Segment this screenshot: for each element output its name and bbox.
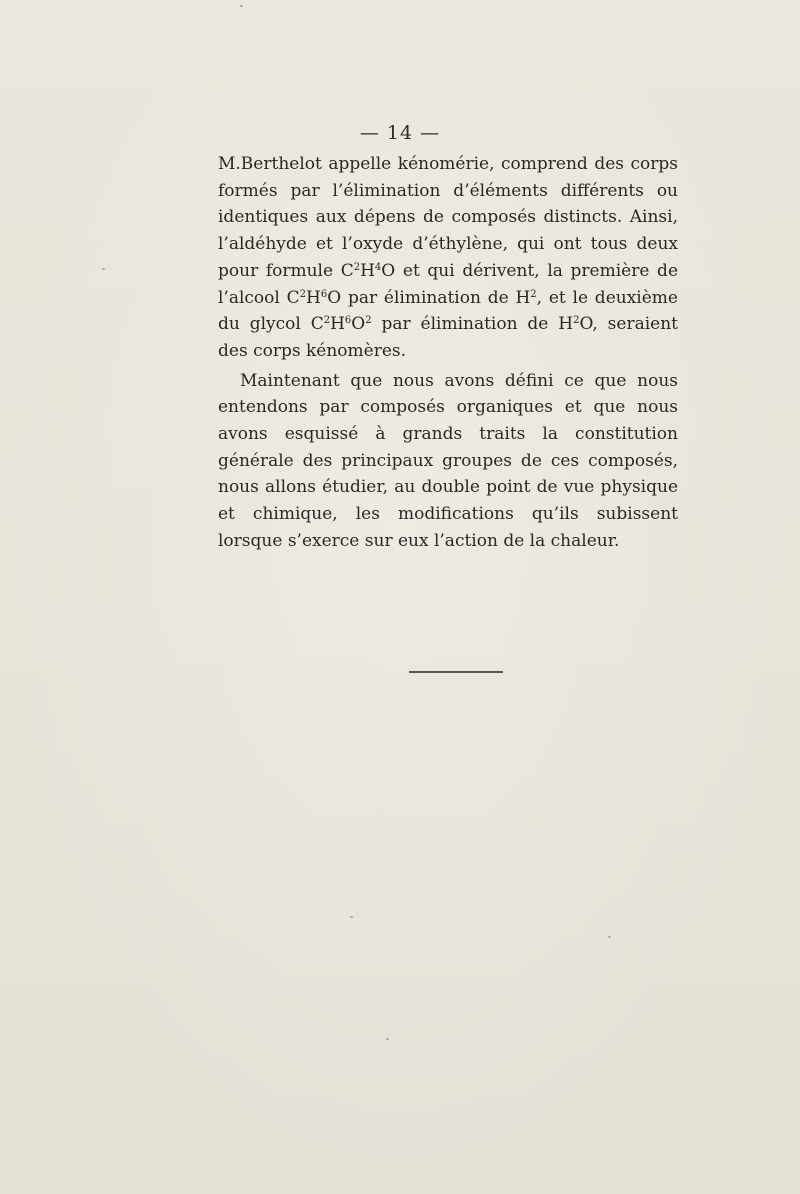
page-number: — 14 — — [359, 122, 441, 144]
paper-speck — [102, 268, 105, 270]
paper-speck — [608, 936, 611, 938]
body-text — [218, 151, 678, 555]
paper-speck — [350, 916, 353, 918]
paper-speck — [386, 1038, 389, 1040]
paragraph-conclusion: Maintenant que nous avons défini ce que nous entendons par composés organiques et que nous avons esquissé à grands traits la constitution générale des principaux groupes de ces composés, nous allons étudier, au double point de vue physique et chimique, les modifications qu’ils subissent lorsque s’exerce sur eux l’action de la chaleur. — [218, 370, 678, 551]
paragraph-kenomerie: M.Berthelot appelle kénomérie, comprend des corps formés par l’élimination d’éléments différents ou identiques aux dépens de composés distincts. Ainsi, l’aldéhyde et l’oxyde d’éthylène, qui ont tous deux pour formule $C^2H^4O$ et qui dérivent, la première de l’alcool $C^2H^6O$ par élimination de $H^2$, et le deuxième du glycol $C^2H^6O^2$ par élimination de $H^2O$, seraient des corps kénomères. — [218, 154, 679, 361]
paper-speck — [240, 5, 243, 7]
section-divider-rule — [409, 671, 503, 673]
